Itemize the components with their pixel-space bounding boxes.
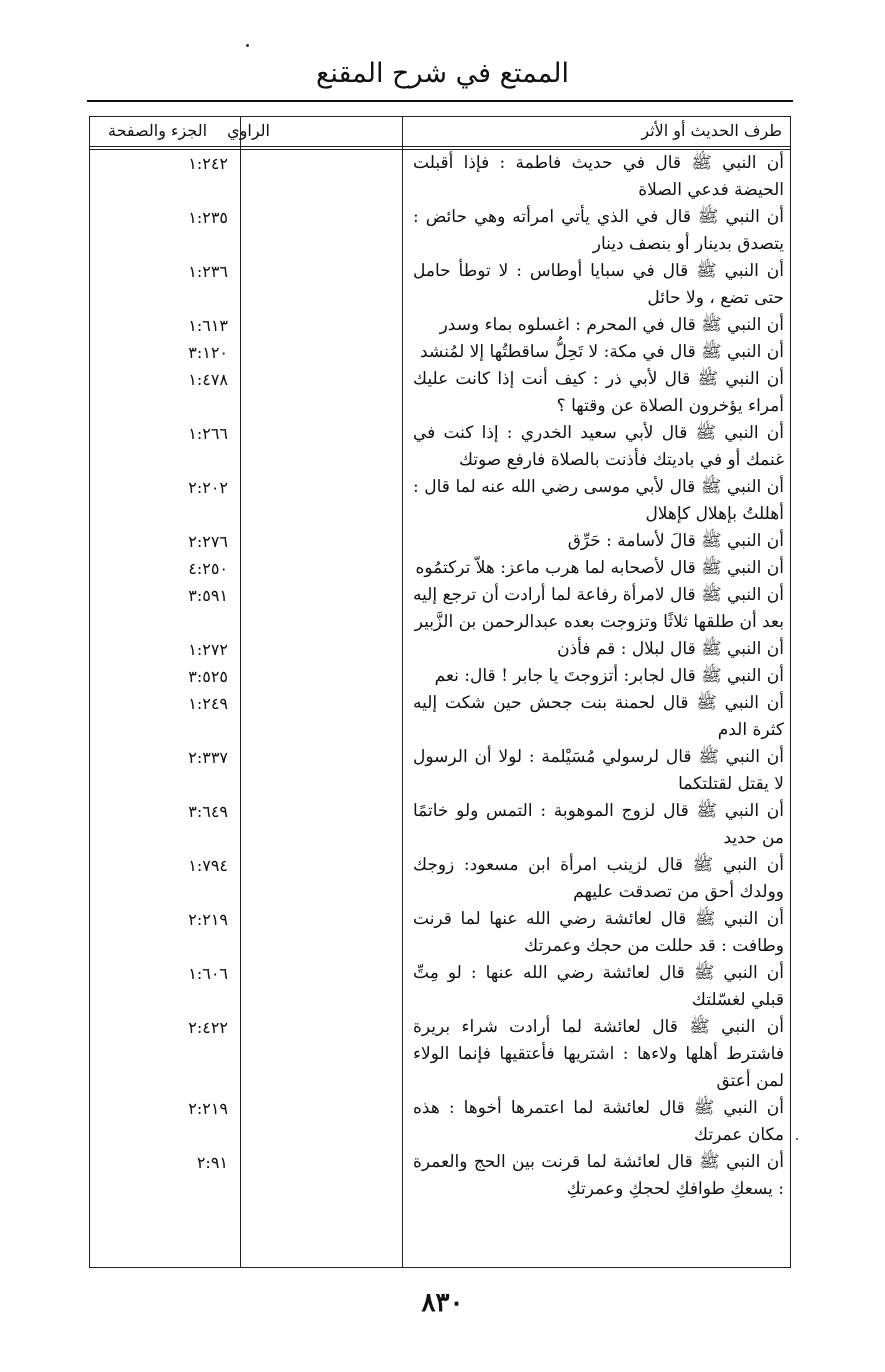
volume-page-ref: ١:٢٦٦ — [188, 424, 228, 443]
volume-page-ref: ٢:٢١٩ — [188, 1099, 228, 1118]
table-header: طرف الحديث أو الأثر الراوي الجزء والصفحة — [90, 117, 790, 147]
hadith-text: أن النبي ﷺ قال في الذي يأتي امرأته وهي حائض : يتصدق بدينار أو بنصف دينار — [413, 207, 784, 254]
hadith-text: أن النبي ﷺ قال لعائشة لما اعتمرها أخوها : هذه مكان عمرتك — [413, 1098, 784, 1145]
volume-page-ref: ٣:٦٤٩ — [188, 802, 228, 821]
hadith-index-table — [89, 116, 791, 1268]
hadith-text: أن النبي ﷺ قال لجابر: أتزوجتَ يا جابر ! قال: نعم — [434, 666, 784, 686]
table-row — [90, 312, 790, 339]
header-hadith-text: طرف الحديث أو الأثر — [641, 121, 782, 140]
table-row — [90, 555, 790, 582]
table-row — [90, 636, 790, 663]
volume-page-ref: ٤:٢٥٠ — [188, 559, 228, 578]
table-row — [90, 906, 790, 960]
hadith-text: أن النبي ﷺ قال لامرأة رفاعة لما أرادت أن ترجع إليه بعد أن طلقها ثلاثًا وتزوجت بعده عبدالرحمن بن الزَّبير — [413, 585, 784, 632]
volume-page-ref: ١:٢٧٢ — [188, 640, 228, 659]
hadith-text: أن النبي ﷺ قالَ لأسامة : حَرِّق — [567, 531, 784, 551]
hadith-text: أن النبي ﷺ قال لعائشة رضي الله عنها لما قرنت وطافت : قد حللت من حجك وعمرتك — [413, 909, 784, 956]
volume-page-ref: ٢:٣٣٧ — [188, 748, 228, 767]
volume-page-ref: ٢:٢٠٢ — [188, 478, 228, 497]
hadith-text: أن النبي ﷺ قال لزينب امرأة ابن مسعود: زوجك وولدك أحق من تصدقت عليهم — [413, 855, 784, 902]
volume-page-ref: ١:٤٧٨ — [188, 370, 228, 389]
volume-page-ref: ١:٢٤٢ — [188, 154, 228, 173]
table-row — [90, 852, 790, 906]
volume-page-ref: ١:٢٣٥ — [188, 208, 228, 227]
table-row — [90, 1149, 790, 1203]
volume-page-ref: ١:٦١٣ — [188, 316, 228, 335]
hadith-text: أن النبي ﷺ قال لأصحابه لما هرب ماعز: هلاّ تركتمُوه — [415, 558, 784, 578]
volume-page-ref: ٣:٥٢٥ — [188, 667, 228, 686]
volume-page-ref: ١:٢٣٦ — [188, 262, 228, 281]
table-row — [90, 366, 790, 420]
volume-page-ref: ٣:١٢٠ — [188, 343, 228, 362]
table-row — [90, 960, 790, 1014]
table-row — [90, 663, 790, 690]
table-row — [90, 204, 790, 258]
volume-page-ref: ٣:٥٩١ — [188, 586, 228, 605]
table-row — [90, 744, 790, 798]
hadith-text: أن النبي ﷺ قال في مكة: لا تَحِلُّ ساقطتُها إلا لمُنشد — [420, 342, 784, 362]
hadith-text: أن النبي ﷺ قال في حديث فاطمة : فإذا أقبلت الحيضة فدعي الصلاة — [413, 153, 784, 200]
hadith-text: أن النبي ﷺ قال لعائشة رضي الله عنها : لو مِتِّ قبلي لغسّلتك — [413, 963, 784, 1010]
header-rule — [87, 100, 793, 102]
hadith-text: أن النبي ﷺ قال لأبي سعيد الخدري : إذا كنت في غنمك أو في باديتك فأذنت بالصلاة فارفع صوتك — [413, 423, 784, 470]
running-header-title: الممتع في شرح المقنع — [315, 58, 570, 89]
table-row — [90, 690, 790, 744]
hadith-text: أن النبي ﷺ قال في سبايا أوطاس : لا توطأ حامل حتى تضع ، ولا حائل — [413, 261, 784, 308]
hadith-text: أن النبي ﷺ قال لزوج الموهوبة : التمس ولو خاتمًا من حديد — [413, 801, 784, 848]
table-row — [90, 474, 790, 528]
table-row — [90, 582, 790, 636]
volume-page-ref: ١:٢٤٩ — [188, 694, 228, 713]
volume-page-ref: ٢:٤٢٢ — [188, 1018, 228, 1037]
table-body — [90, 150, 790, 1203]
table-row — [90, 528, 790, 555]
hadith-text: أن النبي ﷺ قال لأبي موسى رضي الله عنه لما قال : أهللتُ بإهلال كإهلال — [413, 477, 784, 524]
hadith-text: أن النبي ﷺ قال لأبي ذر : كيف أنت إذا كانت عليك أمراء يؤخرون الصلاة عن وقتها ؟ — [413, 369, 784, 416]
volume-page-ref: ٢:٢٧٦ — [188, 532, 228, 551]
volume-page-ref: ١:٦٠٦ — [188, 964, 228, 983]
table-row — [90, 420, 790, 474]
table-row — [90, 1095, 790, 1149]
volume-page-ref: ٢:٩١ — [196, 1153, 228, 1172]
hadith-text: أن النبي ﷺ قال لحمنة بنت جحش حين شكت إليه كثرة الدم — [413, 693, 784, 740]
hadith-text: أن النبي ﷺ قال لبلال : قم فأذن — [557, 639, 784, 659]
page-number: ٨٣٠ — [421, 1288, 464, 1318]
table-row — [90, 798, 790, 852]
hadith-text: أن النبي ﷺ قال لعائشة لما أرادت شراء بريرة فاشترط أهلها ولاءها : اشتريها فأعتقيها فإنما الولاء لمن أعتق — [413, 1017, 784, 1091]
hadith-text: أن النبي ﷺ قال لعائشة لما قرنت بين الحج والعمرة : يسعكِ طوافكِ لحجكِ وعمرتكِ — [413, 1152, 784, 1199]
scan-speck — [246, 44, 249, 47]
header-volume-page: الجزء والصفحة — [108, 121, 208, 140]
table-row — [90, 339, 790, 366]
table-row — [90, 150, 790, 204]
hadith-text: أن النبي ﷺ قال لرسولي مُسَيْلمة : لولا أن الرسول لا يقتل لقتلتكما — [413, 747, 784, 794]
volume-page-ref: ١:٧٩٤ — [188, 856, 228, 875]
volume-page-ref: ٢:٢١٩ — [188, 910, 228, 929]
table-row — [90, 258, 790, 312]
scan-speck — [796, 1138, 798, 1140]
hadith-text: أن النبي ﷺ قال في المحرم : اغسلوه بماء وسدر — [439, 315, 784, 335]
table-row — [90, 1014, 790, 1095]
